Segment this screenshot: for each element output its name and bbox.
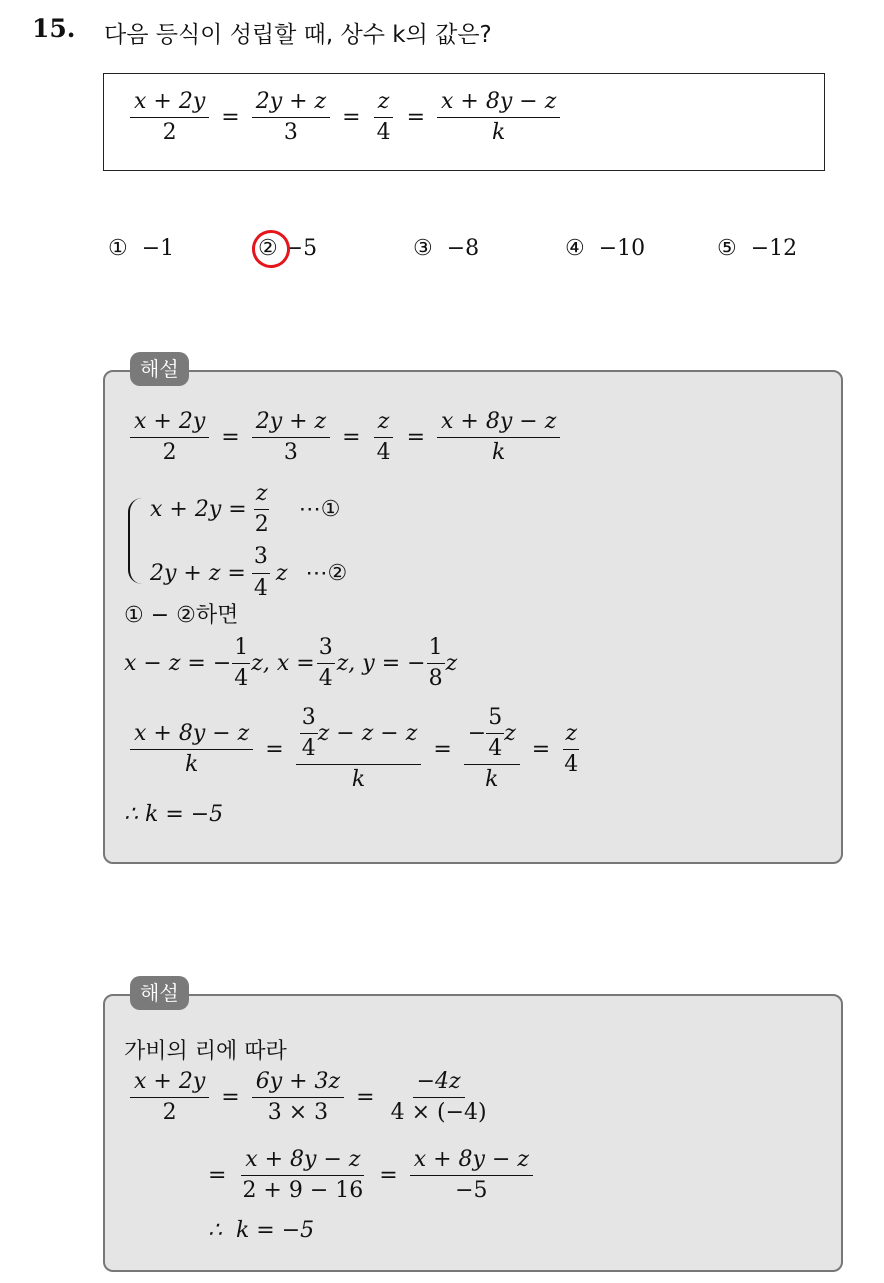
problem-equation: $\frac{x + 2y}{2}$ = $\frac{2y + z}{3}$ = $\frac{z}{4}$ = $\frac{x + 8y - z}{k}$ [124,90,566,145]
fraction-1: $\frac{x + 2y}{2}$ [130,90,209,145]
question-number: 15. [32,14,76,43]
solution2-conclusion: ∴ k = −5 [208,1218,315,1243]
fraction-2: $\frac{2y + z}{3}$ [252,90,330,145]
choice-4[interactable]: ④ −10 [565,236,646,261]
solution1-step3: $\frac{x + 8y - z}{k}$ = $\frac{3}{4}$ z − z − z k = − $\frac{5}{4}$ z k = $\frac{z}{4}$ [124,706,586,793]
choice-2[interactable]: ② −5 [258,236,318,261]
fraction-3: $\frac{z}{4}$ [373,90,395,145]
system-line-2: 2y + z = $\frac{3}{4}$ z ⋯② [150,544,348,601]
step-text: ① − ②하면 [124,603,239,628]
choice-5[interactable]: ⑤ −12 [717,236,798,261]
solution-tag-1: 해설 [130,352,189,386]
solution2-line2: $\frac{x + 2y}{2}$ = $\frac{6y + 3z}{3 \times 3}$ = $\frac{-4z}{4 \times (-4)}$ [124,1070,497,1125]
solution1-step2: x − z = − $\frac{1}{4}$ z, x = $\frac{3}{4}$ z, y = − $\frac{1}{8}$ z [124,635,458,692]
answer-circle-mark [248,226,293,271]
problem-box [103,73,825,171]
choice-1[interactable]: ① −1 [108,236,175,261]
question-text: 다음 등식이 성립할 때, 상수 k의 값은? [104,22,492,48]
solution2-line3: = $\frac{x + 8y - z}{2 + 9 - 16}$ = $\frac{x + 8y - z}{-5}$ [202,1148,539,1203]
left-brace-icon [128,498,144,584]
system-line-1: x + 2y = $\frac{z}{2}$ ⋯① [150,481,341,538]
fraction-4: $\frac{x + 8y - z}{k}$ [437,90,560,145]
solution-tag-2: 해설 [130,976,189,1010]
equation-system [128,482,347,601]
solution1-equation: $\frac{x + 2y}{2}$ = $\frac{2y + z}{3}$ = $\frac{z}{4}$ = $\frac{x + 8y - z}{k}$ [124,410,566,465]
solution1-conclusion: ∴ k = −5 [124,802,224,827]
solution2-intro: 가비의 리에 따라 [124,1039,287,1064]
choice-3[interactable]: ③ −8 [413,236,480,261]
